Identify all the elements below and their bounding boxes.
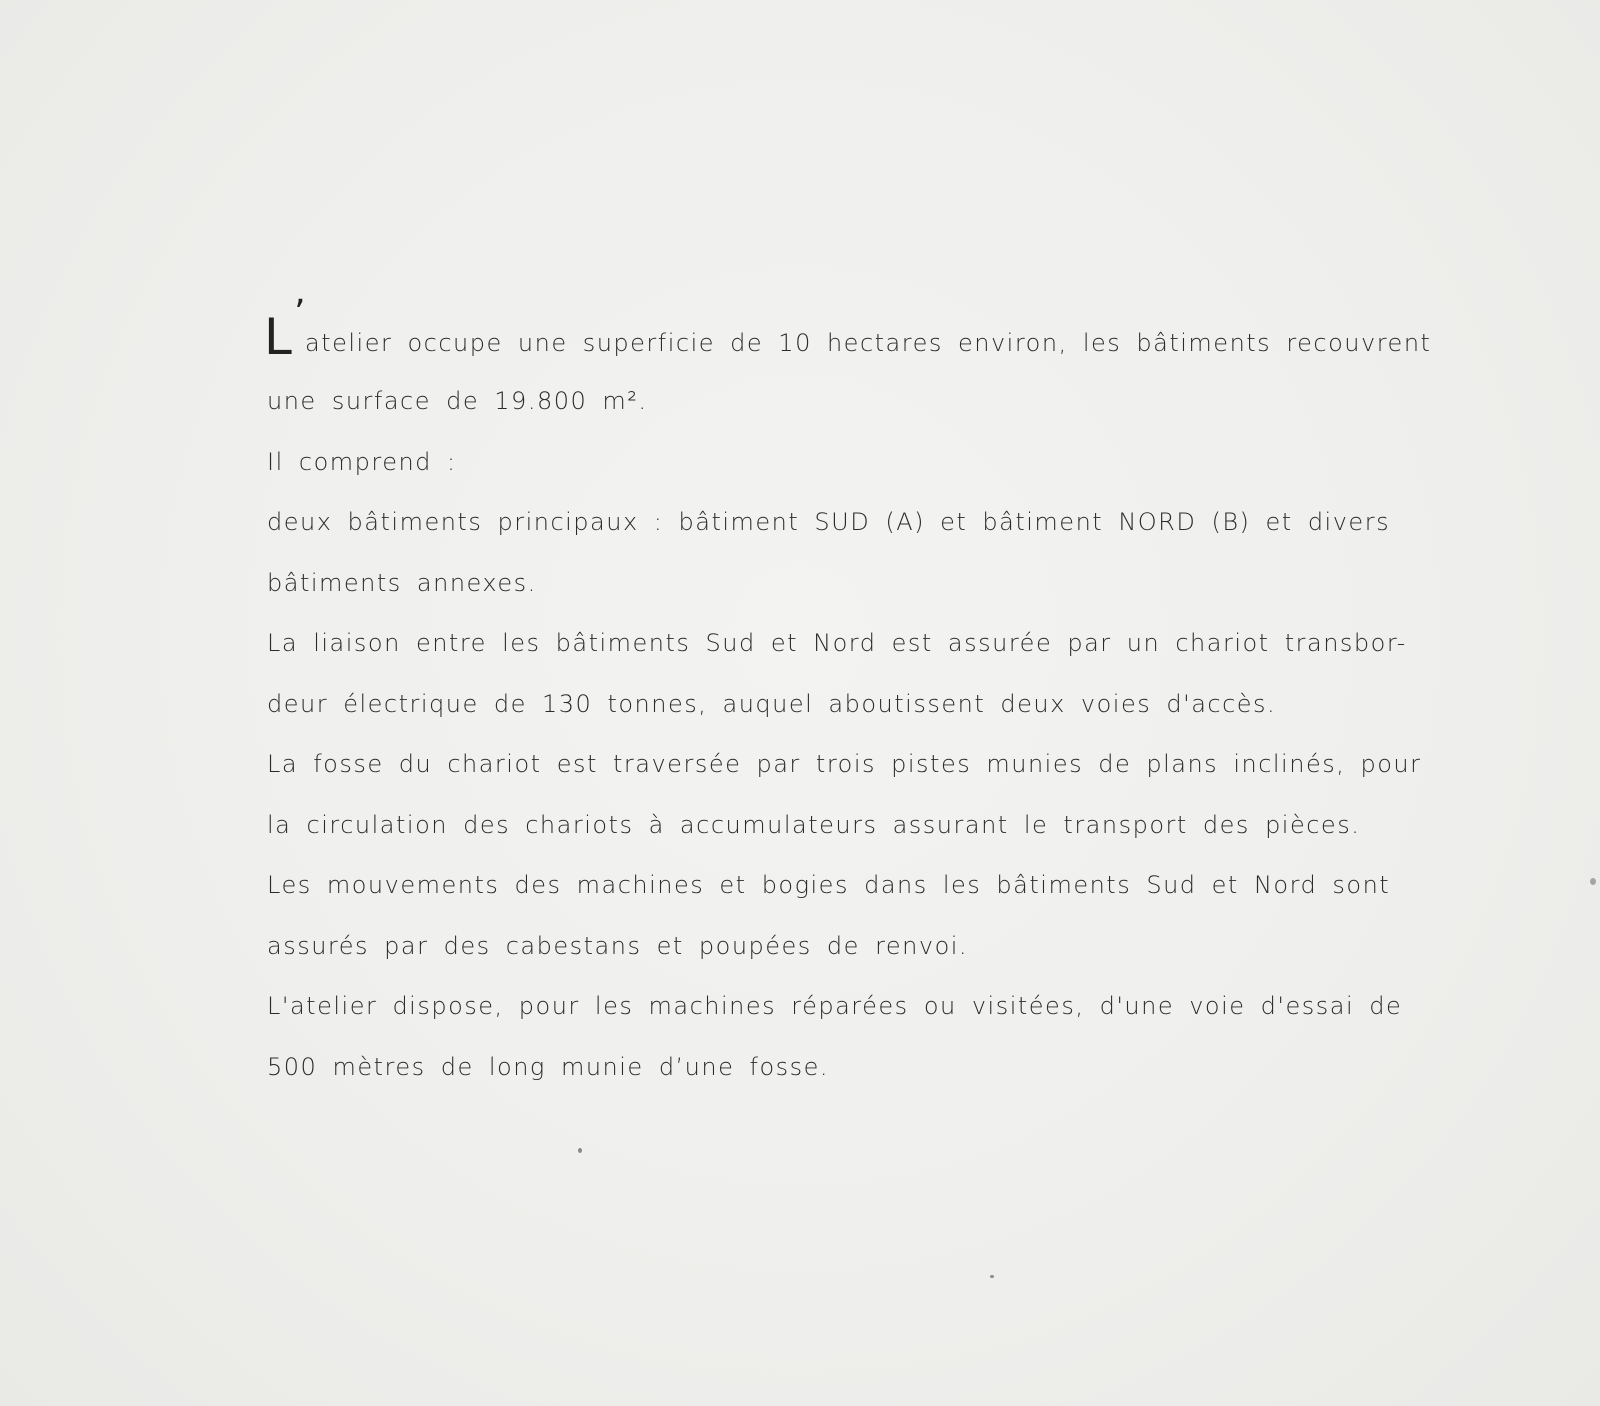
paragraph-line-3: Il comprend : bbox=[267, 448, 457, 476]
drop-cap-apostrophe: ’ bbox=[294, 293, 307, 334]
paragraph-line-7: deur électrique de 130 tonnes, auquel aboutissent deux voies d'accès. bbox=[267, 690, 1277, 718]
drop-cap: L bbox=[264, 308, 292, 366]
paragraph-line-11: assurés par des cabestans et poupées de renvoi. bbox=[267, 932, 969, 960]
paragraph-line-13: 500 mètres de long munie d’une fosse. bbox=[267, 1053, 830, 1081]
paper-speck bbox=[1590, 878, 1596, 885]
paragraph-line-8: La fosse du chariot est traversée par trois pistes munies de plans inclinés, pour bbox=[267, 750, 1422, 778]
paragraph-line-9: la circulation des chariots à accumulateurs assurant le transport des pièces. bbox=[267, 811, 1361, 839]
paper-speck bbox=[990, 1275, 994, 1278]
paragraph-line-2: une surface de 19.800 m². bbox=[267, 387, 648, 415]
paragraph-line-6: La liaison entre les bâtiments Sud et Nord est assurée par un chariot transbor- bbox=[267, 629, 1407, 657]
paragraph-line-5: bâtiments annexes. bbox=[267, 569, 537, 597]
paper-speck bbox=[578, 1148, 582, 1153]
paragraph-line-1 bbox=[264, 293, 1432, 366]
line-text-1: atelier occupe une superficie de 10 hectares environ, les bâtiments recouvrent bbox=[305, 329, 1432, 357]
paragraph-line-12: L'atelier dispose, pour les machines réparées ou visitées, d'une voie d'essai de bbox=[267, 992, 1403, 1020]
paragraph-line-4: deux bâtiments principaux : bâtiment SUD (A) et bâtiment NORD (B) et divers bbox=[267, 508, 1391, 536]
paragraph-line-10: Les mouvements des machines et bogies dans les bâtiments Sud et Nord sont bbox=[267, 871, 1391, 899]
